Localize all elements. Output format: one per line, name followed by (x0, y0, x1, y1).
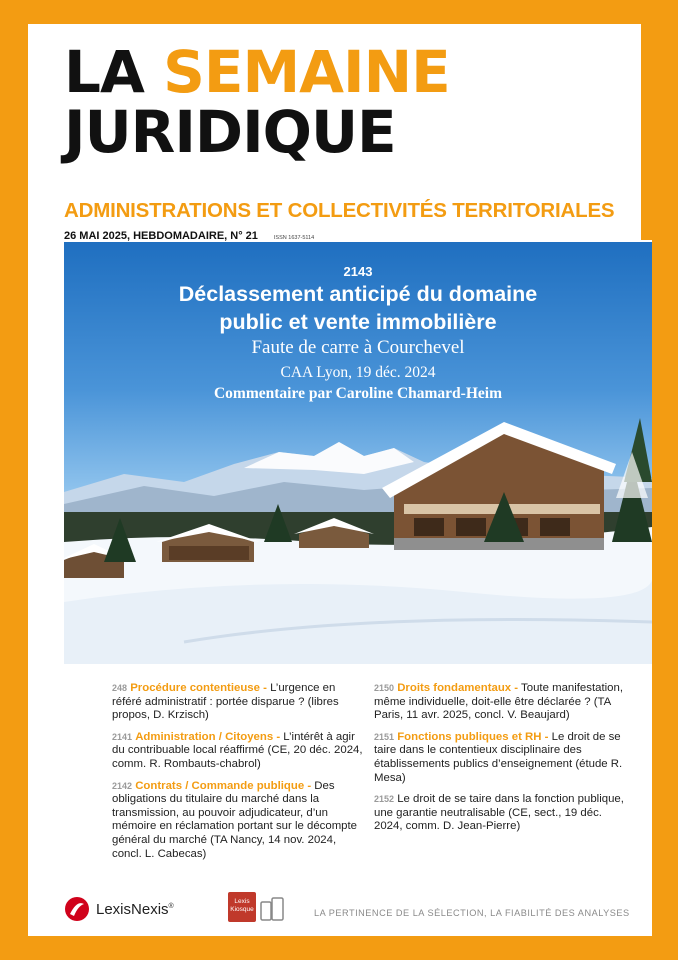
masthead (64, 38, 450, 166)
lexisnexis-emblem-icon (64, 896, 90, 922)
footer-tagline: LA PERTINENCE DE LA SÉLECTION, LA FIABILITÉ DES ANALYSES (314, 908, 630, 918)
issue-line (64, 230, 314, 242)
cover-subtitle: Faute de carre à Courchevel (251, 337, 465, 358)
cover-title-line-2: public et vente immobilière (219, 310, 497, 334)
lexis-kiosque-logo (228, 892, 284, 922)
toc-item: 2142 Contrats / Commande publique - Des obligations du titulaire du marché dans la transmission, au pouvoir adjudicateur, d’un mémoire en réclamation portant sur le décompte général du marché (TA Nancy, 14 nov. 2024, concl. L. Cabecas) (112, 779, 358, 860)
kiosque-badge: Lexis Kiosque (228, 892, 256, 922)
masthead-juridique: JURIDIQUE (64, 98, 396, 166)
lexisnexis-logo (64, 896, 174, 922)
cover-photo (64, 242, 652, 664)
cover-headline-block (64, 264, 652, 403)
toc-item: 2141 Administration / Citoyens - L’intérêt à agir du contribuable local réaffirmé (CE, 20 déc. 2024, comm. R. Rombauts-chabrol) (112, 730, 363, 770)
toc-item: 2152 Le droit de se taire dans la fonction publique, une garantie neutralisable (CE, sect., 19 déc. 2024, comm. D. Jean-Pierre) (374, 793, 624, 833)
publication-subtitle: ADMINISTRATIONS ET COLLECTIVITÉS TERRITORIALES (64, 199, 615, 222)
toc-item: 2150 Droits fondamentaux - Toute manifestation, même individuelle, doit-elle être déclarée ? (TA Paris, 11 avr. 2025, concl. V. Beaujard) (374, 682, 623, 722)
issue-date: 26 MAI 2025, HEBDOMADAIRE, N° 21 (64, 230, 258, 242)
masthead-line-1 (64, 38, 450, 106)
lexisnexis-wordmark: LexisNexis® (96, 900, 174, 918)
masthead-semaine: SEMAINE (163, 38, 450, 106)
frame-accent (641, 24, 652, 240)
toc-item: 248 Procédure contentieuse - L’urgence en référé administratif : portée disparue ? (libres propos, D. Krzisch) (112, 682, 339, 722)
masthead-la: LA (64, 38, 144, 106)
devices-icon (260, 896, 284, 922)
cover-court: CAA Lyon, 19 déc. 2024 (280, 364, 436, 381)
cover-footer (28, 892, 652, 928)
issn: ISSN 1637-5114 (273, 235, 315, 241)
cover-article-number: 2143 (343, 264, 373, 279)
cover-title-line-1: Déclassement anticipé du domaine (178, 282, 538, 306)
toc-left-column (112, 682, 364, 869)
cover-author: Commentaire par Caroline Chamard-Heim (213, 385, 502, 402)
toc-right-column (374, 682, 626, 842)
toc-item: 2151 Fonctions publiques et RH - Le droit de se taire dans le contentieux disciplinaire des établissements publics d’enseignement (étude R. Mesa) (374, 730, 623, 784)
